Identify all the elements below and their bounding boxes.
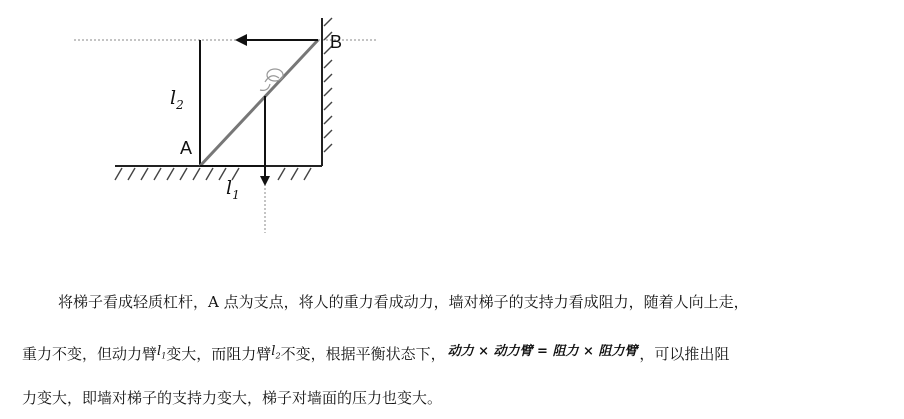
line2-part-d: ，可以推出阻 (639, 345, 730, 363)
support-force-arrowhead (235, 34, 247, 46)
paragraph-line-3: 力变大，即墙对梯子的支持力变大，梯子对墙面的压力也变大。 (22, 389, 443, 407)
symbol-l2: $l_2$ (271, 344, 281, 361)
person-figure (260, 69, 283, 90)
label-A: A (180, 138, 193, 158)
paragraph-line-2 (22, 343, 904, 365)
ladder (200, 40, 318, 166)
ground-hatch (115, 168, 311, 180)
label-B: B (330, 32, 343, 52)
label-l1: $l_1$ (226, 177, 240, 202)
lever-diagram (60, 8, 400, 238)
line2-part-a: 重力不变，但动力臂 (22, 345, 158, 363)
paragraph-line-1: 将梯子看成轻质杠杆，A 点为支点，将人的重力看成动力，墙对梯子的支持力看成阻力，随着人向上走， (58, 293, 749, 311)
line2-part-b: 变大，而阻力臂 (166, 345, 272, 363)
line2-part-c: 不变，根据平衡状态下， (280, 345, 446, 363)
symbol-l1: $l_1$ (157, 344, 167, 361)
label-l2: $l_2$ (170, 87, 184, 112)
lever-formula: 动力 × 动力臂 = 阻力 × 阻力臂 (447, 344, 638, 359)
gravity-arrowhead (260, 176, 270, 186)
